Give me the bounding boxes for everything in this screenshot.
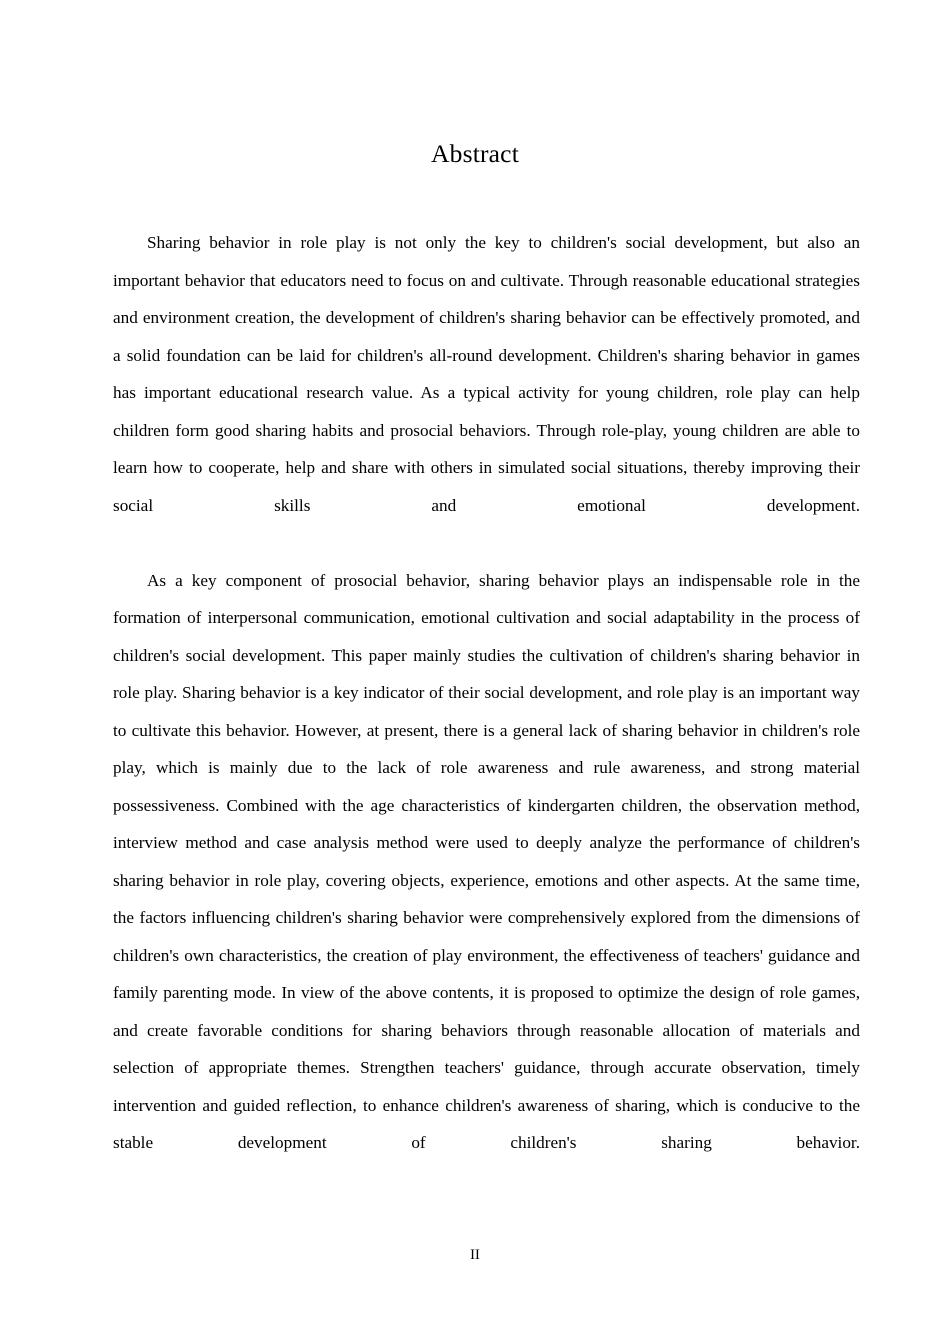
abstract-body (113, 224, 860, 1199)
abstract-paragraph: Sharing behavior in role play is not only the key to children's social development, but also an important behavior that educators need to focus on and cultivate. Through reasonable educational strategies and environment creation, the development of children's sharing behavior can be effectively promoted, and a solid foundation can be laid for children's all-round development. Children's sharing behavior in games has important educational research value. As a typical activity for young children, role play can help children form good sharing habits and prosocial behaviors. Through role-play, young children are able to learn how to cooperate, help and share with others in simulated social situations, thereby improving their social skills and emotional development. (113, 233, 860, 515)
page-number-footer: II (470, 1247, 480, 1263)
page-title: Abstract (431, 139, 519, 169)
abstract-paragraph: As a key component of prosocial behavior, sharing behavior plays an indispensable role in the formation of interpersonal communication, emotional cultivation and social adaptability in the process of children's social development. This paper mainly studies the cultivation of children's sharing behavior in role play. Sharing behavior is a key indicator of their social development, and role play is an important way to cultivate this behavior. However, at present, there is a general lack of sharing behavior in children's role play, which is mainly due to the lack of role awareness and rule awareness, and strong material possessiveness. Combined with the age characteristics of kindergarten children, the observation method, interview method and case analysis method were used to deeply analyze the performance of children's sharing behavior in role play, covering objects, experience, emotions and other aspects. At the same time, the factors influencing children's sharing behavior were comprehensively explored from the dimensions of children's own characteristics, the creation of play environment, the effectiveness of teachers' guidance and family parenting mode. In view of the above contents, it is proposed to optimize the design of role games, and create favorable conditions for sharing behaviors through reasonable allocation of materials and selection of appropriate themes. Strengthen teachers' guidance, through accurate observation, timely intervention and guided reflection, to enhance children's awareness of sharing, which is conducive to the stable development of children's sharing behavior. (113, 570, 860, 1152)
